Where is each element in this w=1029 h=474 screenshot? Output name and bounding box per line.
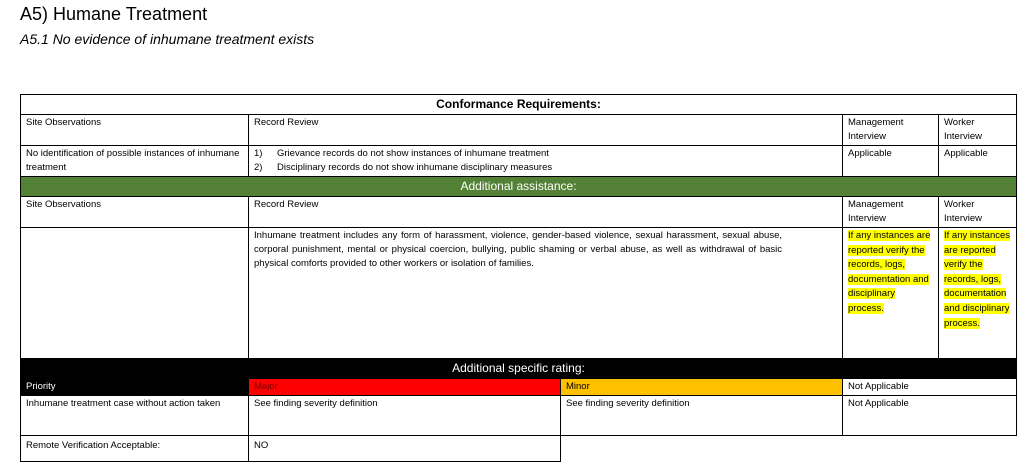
assistance-worker-cell	[939, 228, 1017, 359]
worker-highlighted-text: If any instances are reported verify the records, logs, documentation and disciplinary process.	[944, 230, 1011, 329]
assistance-header-record: Record Review	[249, 197, 843, 228]
record-review-list	[249, 146, 843, 177]
conformance-data-row	[21, 146, 1017, 177]
rating-header-not-applicable: Not Applicable	[843, 379, 1017, 396]
assistance-header-site: Site Observations	[21, 197, 249, 228]
conformance-table	[20, 94, 1017, 462]
assistance-site-empty	[21, 228, 249, 359]
assistance-management-cell	[843, 228, 939, 359]
rating-header-major: Major	[249, 379, 561, 396]
header-record-review: Record Review	[249, 115, 843, 146]
worker-applicable: Applicable	[939, 146, 1017, 177]
rating-major-value: See finding severity definition	[249, 396, 561, 436]
assistance-data-row	[21, 228, 1017, 359]
header-worker-interview: Worker Interview	[939, 115, 1017, 146]
remote-empty	[561, 436, 1017, 462]
rating-banner-row	[21, 359, 1017, 379]
rating-header-row	[21, 379, 1017, 396]
section-title: A5) Humane Treatment	[20, 4, 208, 24]
remote-label: Remote Verification Acceptable:	[21, 436, 249, 462]
rating-header-minor: Minor	[561, 379, 843, 396]
conformance-header-row	[21, 115, 1017, 146]
section-subtitle: A5.1 No evidence of inhumane treatment exists	[20, 31, 315, 47]
remote-row	[21, 436, 1017, 462]
rating-minor-value: See finding severity definition	[561, 396, 843, 436]
site-observation-text: No identification of possible instances of inhumane treatment	[21, 146, 249, 177]
remote-value: NO	[249, 436, 561, 462]
assistance-header-row	[21, 197, 1017, 228]
header-management-interview: Management Interview	[843, 115, 939, 146]
rating-na-value: Not Applicable	[843, 396, 1017, 436]
assistance-banner-row	[21, 177, 1017, 197]
rating-header-priority: Priority	[21, 379, 249, 396]
conformance-banner-row	[21, 95, 1017, 115]
assistance-record-text: Inhumane treatment includes any form of harassment, violence, gender-based violence, sexual harassment, sexual abuse, corporal punishment, mental or physical coercion, bullying, public shaming or verbal abuse, as well as withdrawal of basic physical comforts provided to other workers or isolation of families.	[249, 228, 843, 359]
assistance-banner: Additional assistance:	[21, 177, 1017, 197]
assistance-header-worker: Worker Interview	[939, 197, 1017, 228]
record-item: 2) Disciplinary records do not show inhumane disciplinary measures	[254, 162, 553, 173]
rating-case-text: Inhumane treatment case without action taken	[21, 396, 249, 436]
management-applicable: Applicable	[843, 146, 939, 177]
record-item: 1) Grievance records do not show instances of inhumane treatment	[254, 148, 549, 159]
rating-data-row	[21, 396, 1017, 436]
conformance-banner: Conformance Requirements:	[21, 95, 1017, 115]
assistance-header-management: Management Interview	[843, 197, 939, 228]
header-site-observations: Site Observations	[21, 115, 249, 146]
rating-banner: Additional specific rating:	[21, 359, 1017, 379]
management-highlighted-text: If any instances are reported verify the records, logs, documentation and disciplinary process.	[848, 230, 931, 314]
